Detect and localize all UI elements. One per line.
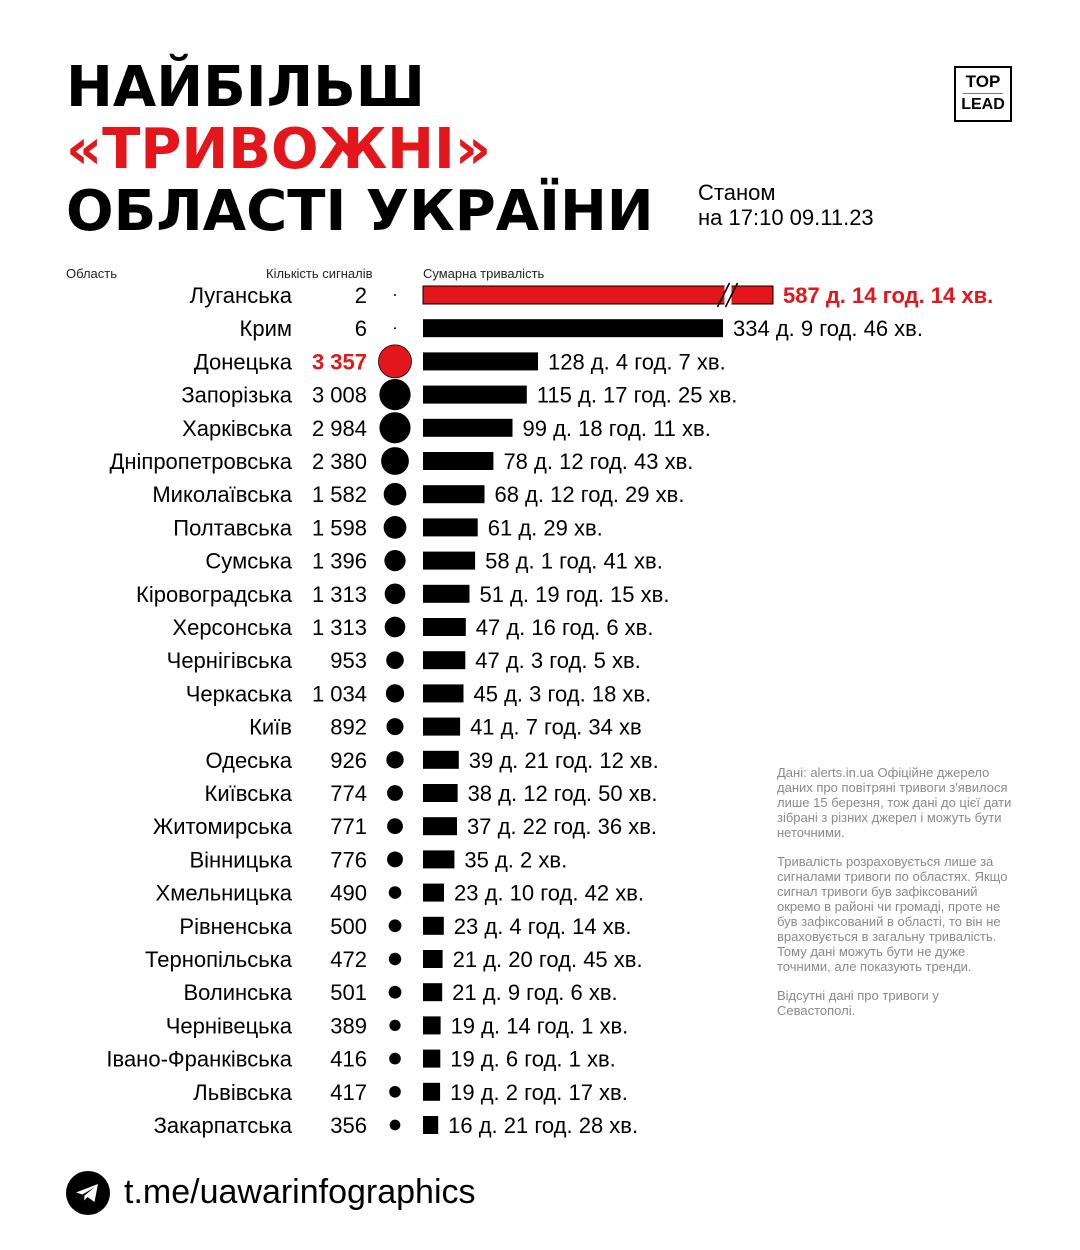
count-dot: [389, 919, 402, 932]
region-label: Волинська: [183, 980, 292, 1006]
data-notes: [777, 765, 1017, 1032]
logo-bottom-text: LEAD: [961, 96, 1005, 113]
title-line-1: НАЙБІЛЬШ: [66, 55, 425, 120]
duration-bar: [423, 1083, 440, 1101]
count-dot: [390, 1120, 401, 1131]
count-dot: [389, 886, 402, 899]
as-of-line-2: на 17:10 09.11.23: [698, 205, 874, 230]
count-dot: [387, 851, 403, 867]
logo-top-text: TOP: [965, 72, 1001, 91]
count-label: 2 380: [311, 449, 367, 474]
region-label: Закарпатська: [153, 1113, 292, 1138]
count-label: 356: [330, 1113, 367, 1138]
count-label: 472: [330, 947, 367, 972]
count-label: 776: [330, 847, 367, 873]
count-label: 774: [330, 781, 367, 806]
duration-bar: [423, 850, 454, 868]
duration-label: 38 д. 12 год. 50 хв.: [467, 781, 658, 806]
duration-bar: [423, 485, 485, 503]
duration-bar: [423, 352, 538, 370]
duration-bar: [423, 452, 493, 470]
region-label: Дніпропетровська: [109, 449, 292, 474]
count-dot: [389, 1086, 401, 1098]
duration-label: 41 д. 7 год. 34 хв: [470, 714, 642, 740]
title-line-3: ОБЛАСТІ УКРАЇНИ: [66, 179, 654, 244]
count-dot: [386, 684, 404, 702]
notes-method: Тривалість розраховується лише за сигналами тривоги по областях. Якщо сигнал тривоги був зафіксований окремо в районі чи громаді, проте не був зафіксований в області, то він не враховується в загальну тривалість. Тому дані можуть бути не дуже точними, але показують тренди.: [777, 854, 1008, 974]
count-dot: [394, 327, 396, 329]
count-label: 953: [330, 648, 367, 674]
header-count: Кількість сигналів: [266, 266, 373, 281]
count-label: 771: [330, 814, 367, 840]
count-dot: [387, 818, 403, 834]
duration-label: 37 д. 22 год. 36 хв.: [467, 814, 658, 840]
region-label: Полтавська: [173, 515, 292, 541]
count-label: 2 984: [311, 415, 367, 441]
count-label: 417: [330, 1079, 367, 1105]
as-of-line-1: Станом: [698, 180, 776, 205]
duration-bar: [423, 718, 460, 736]
region-label: Тернопільська: [145, 947, 292, 972]
count-dot: [379, 379, 410, 410]
duration-label: 61 д. 29 хв.: [487, 515, 603, 541]
duration-label: 19 д. 2 год. 17 хв.: [450, 1079, 628, 1105]
duration-label: 23 д. 4 год. 14 хв.: [453, 913, 632, 939]
region-label: Миколаївська: [152, 482, 292, 508]
count-label: 490: [330, 880, 367, 906]
notes-missing: Відсутні дані про тривоги у Севастополі.: [777, 988, 939, 1018]
duration-bar: [423, 917, 444, 935]
count-label: 501: [330, 980, 367, 1006]
duration-bar: [423, 884, 444, 902]
duration-bar: [423, 518, 478, 536]
region-label: Чернівецька: [165, 1013, 292, 1039]
count-label: 1 396: [311, 548, 367, 574]
duration-bar: [423, 552, 475, 570]
title-line-2: «ТРИВОЖНІ»: [66, 117, 492, 182]
telegram-channel-link[interactable]: t.me/uawarinfographics: [124, 1173, 476, 1211]
duration-label: 587 д. 14 год. 14 хв.: [783, 283, 994, 308]
region-label: Київ: [249, 714, 292, 740]
duration-label: 21 д. 9 год. 6 хв.: [452, 980, 618, 1006]
duration-label: 68 д. 12 год. 29 хв.: [494, 482, 685, 508]
duration-label: 23 д. 10 год. 42 хв.: [454, 880, 645, 906]
duration-bar: [423, 784, 458, 802]
duration-label: 78 д. 12 год. 43 хв.: [503, 449, 694, 474]
duration-bar: [423, 585, 470, 603]
duration-label: 334 д. 9 год. 46 хв.: [733, 316, 923, 342]
count-label: 2: [354, 283, 367, 308]
region-label: Харківська: [182, 415, 292, 441]
count-label: 3 357: [311, 349, 367, 375]
duration-label: 45 д. 3 год. 18 хв.: [473, 681, 652, 707]
region-label: Запорізька: [181, 382, 292, 408]
duration-label: 19 д. 14 год. 1 хв.: [450, 1013, 629, 1039]
region-label: Рівненська: [179, 913, 292, 939]
count-label: 3 008: [311, 382, 367, 408]
count-label: 1 598: [311, 515, 367, 541]
count-dot: [385, 583, 406, 604]
count-label: 892: [330, 714, 367, 740]
duration-label: 35 д. 2 хв.: [464, 847, 568, 873]
duration-bar: [423, 1016, 441, 1034]
telegram-icon[interactable]: [66, 1171, 110, 1215]
duration-bar: [423, 950, 443, 968]
region-label: Вінницька: [189, 847, 292, 873]
count-dot: [379, 412, 410, 443]
region-label: Київська: [204, 781, 292, 806]
duration-label: 99 д. 18 год. 11 хв.: [522, 415, 711, 441]
header-duration: Сумарна тривалість: [423, 266, 545, 281]
count-label: 416: [330, 1046, 367, 1072]
region-label: Кіровоградська: [136, 581, 292, 607]
duration-bar: [423, 618, 466, 636]
duration-bar: [423, 983, 442, 1001]
count-dot: [389, 1053, 401, 1065]
count-label: 1 034: [311, 681, 367, 707]
count-label: 6: [354, 316, 367, 342]
duration-label: 39 д. 21 год. 12 хв.: [468, 747, 659, 773]
duration-bar: [423, 1050, 440, 1068]
region-label: Донецька: [193, 349, 292, 375]
duration-label: 58 д. 1 год. 41 хв.: [485, 548, 663, 574]
count-dot: [384, 483, 407, 506]
region-label: Житомирська: [152, 814, 292, 840]
count-label: 389: [330, 1013, 367, 1039]
count-dot: [389, 953, 401, 965]
duration-label: 128 д. 4 год. 7 хв.: [547, 349, 726, 375]
duration-label: 21 д. 20 год. 45 хв.: [452, 947, 643, 972]
duration-label: 47 д. 16 год. 6 хв.: [475, 615, 654, 640]
count-label: 1 313: [311, 581, 367, 607]
duration-label: 16 д. 21 год. 28 хв.: [448, 1113, 639, 1138]
duration-label: 47 д. 3 год. 5 хв.: [475, 648, 641, 674]
count-dot: [381, 447, 409, 475]
region-label: Херсонська: [172, 615, 292, 640]
duration-bar: [423, 319, 723, 337]
region-label: Чернігівська: [166, 648, 292, 674]
count-dot: [384, 516, 407, 539]
region-label: Хмельницька: [155, 880, 292, 906]
count-dot: [386, 651, 404, 669]
count-label: 1 313: [311, 615, 367, 640]
count-dot: [385, 617, 406, 638]
duration-label: 115 д. 17 год. 25 хв.: [536, 382, 738, 408]
duration-bar: [423, 751, 459, 769]
region-label: Черкаська: [185, 681, 292, 707]
duration-bar: [423, 419, 513, 437]
region-label: Одеська: [205, 747, 292, 773]
count-dot: [394, 294, 396, 296]
region-label: Сумська: [205, 548, 292, 574]
region-label: Крим: [239, 316, 292, 342]
count-dot: [389, 1020, 400, 1031]
notes-source: Дані: alerts.in.ua Офіційне джерело даних про повітряні тривоги з'явилося лише 15 березня, тож дані до цієї дати зібрані з різних джерел і можуть бути неточними.: [777, 765, 1012, 840]
count-dot: [384, 550, 405, 571]
duration-bar: [423, 651, 465, 669]
duration-label: 51 д. 19 год. 15 хв.: [479, 581, 670, 607]
count-dot: [389, 986, 402, 999]
count-label: 926: [330, 747, 367, 773]
count-dot: [386, 751, 403, 768]
count-dot: [387, 785, 403, 801]
count-dot: [386, 718, 403, 735]
region-label: Львівська: [193, 1079, 292, 1105]
header-region: Область: [66, 266, 118, 281]
duration-bar: [423, 817, 457, 835]
count-label: 1 582: [311, 482, 367, 508]
duration-bar: [423, 684, 464, 702]
duration-label: 19 д. 6 год. 1 хв.: [450, 1046, 616, 1072]
count-label: 500: [330, 913, 367, 939]
count-dot: [379, 345, 412, 378]
region-label: Івано-Франківська: [106, 1046, 292, 1072]
duration-bar: [423, 386, 527, 404]
region-label: Луганська: [189, 283, 292, 308]
duration-bar: [423, 1116, 438, 1134]
